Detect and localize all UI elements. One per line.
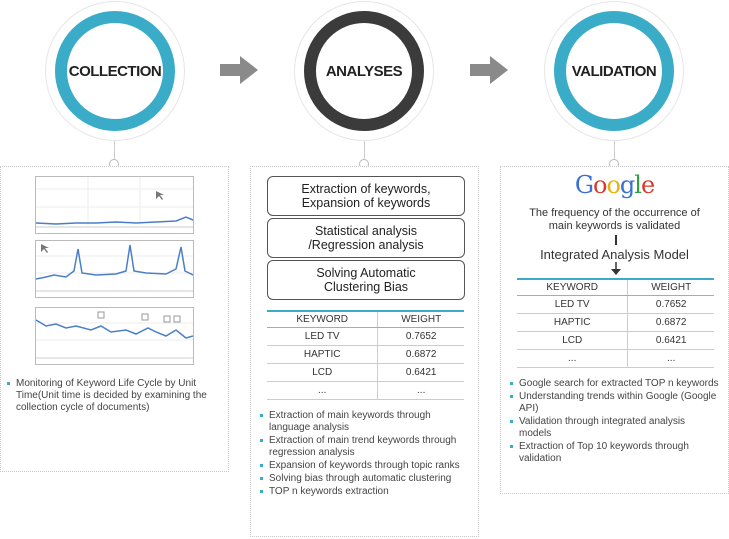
analyses-connector [364, 141, 365, 161]
validation-inner-ring [554, 11, 674, 131]
arrow-right-icon [470, 56, 508, 84]
integrated-model-label: Integrated Analysis Model [540, 247, 689, 262]
trend-line-2 [36, 241, 193, 297]
arrow-right-icon [220, 56, 258, 84]
list-item: Validation through integrated analysis models [510, 416, 720, 440]
list-item: Extraction of main keywords through language analysis [260, 410, 465, 434]
weight-header: WEIGHT [378, 311, 464, 328]
google-logo: Google [574, 171, 655, 199]
collection-inner-ring [55, 11, 175, 131]
validation-connector [614, 141, 615, 161]
keyword-table [267, 310, 464, 400]
trend-line-3 [36, 308, 193, 364]
list-item: Monitoring of Keyword Life Cycle by Unit Time(Unit time is decided by examining the collection cycle of documents) [7, 378, 222, 414]
table-row: ... ... [517, 350, 714, 368]
analyses-panel [250, 166, 479, 537]
trend-chart-1 [35, 176, 194, 234]
table-row: ... ... [267, 382, 464, 400]
table-row: HAPTIC 0.6872 [267, 346, 464, 364]
table-row: LCD 0.6421 [267, 364, 464, 382]
stage-title-analyses: ANALYSES [325, 62, 403, 80]
collection-panel [0, 166, 229, 472]
trend-chart-2 [35, 240, 194, 298]
stage-validation [544, 1, 684, 141]
list-item: Expansion of keywords through topic ranks [260, 460, 465, 472]
keyword-header: KEYWORD [517, 279, 628, 296]
validation-keyword-table [517, 278, 714, 368]
analyses-bullet-list [260, 410, 465, 499]
table-row: LCD 0.6421 [517, 332, 714, 350]
process-box-extraction: Extraction of keywords, Expansion of keywords [267, 176, 465, 216]
collection-connector [114, 141, 115, 161]
stage-collection [45, 1, 185, 141]
validation-panel [500, 166, 729, 494]
tick-mark [615, 235, 617, 245]
list-item: Extraction of Top 10 keywords through validation [510, 441, 720, 465]
collection-bullet-list [7, 378, 222, 415]
occurrence-text: The frequency of the occurrence of main keywords is validated [529, 207, 700, 232]
stage-title-collection: COLLECTION [68, 62, 162, 80]
trend-chart-3 [35, 307, 194, 365]
arrow-down-icon [610, 262, 622, 276]
list-item: Google search for extracted TOP n keywords [510, 378, 720, 390]
validation-bullet-list [510, 378, 720, 466]
table-row: HAPTIC 0.6872 [517, 314, 714, 332]
trend-line-1 [36, 177, 193, 233]
process-box-clustering: Solving Automatic Clustering Bias [267, 260, 465, 300]
stage-analyses [294, 1, 434, 141]
table-row: LED TV 0.7652 [517, 296, 714, 314]
list-item: Understanding trends within Google (Google API) [510, 391, 720, 415]
keyword-header: KEYWORD [267, 311, 378, 328]
process-box-statistical: Statistical analysis /Regression analysis [267, 218, 465, 258]
table-row: LED TV 0.7652 [267, 328, 464, 346]
analyses-inner-ring [304, 11, 424, 131]
list-item: TOP n keywords extraction [260, 486, 465, 498]
stage-title-validation: VALIDATION [571, 62, 657, 80]
weight-header: WEIGHT [628, 279, 714, 296]
list-item: Extraction of main trend keywords through regression analysis [260, 435, 465, 459]
list-item: Solving bias through automatic clustering [260, 473, 465, 485]
